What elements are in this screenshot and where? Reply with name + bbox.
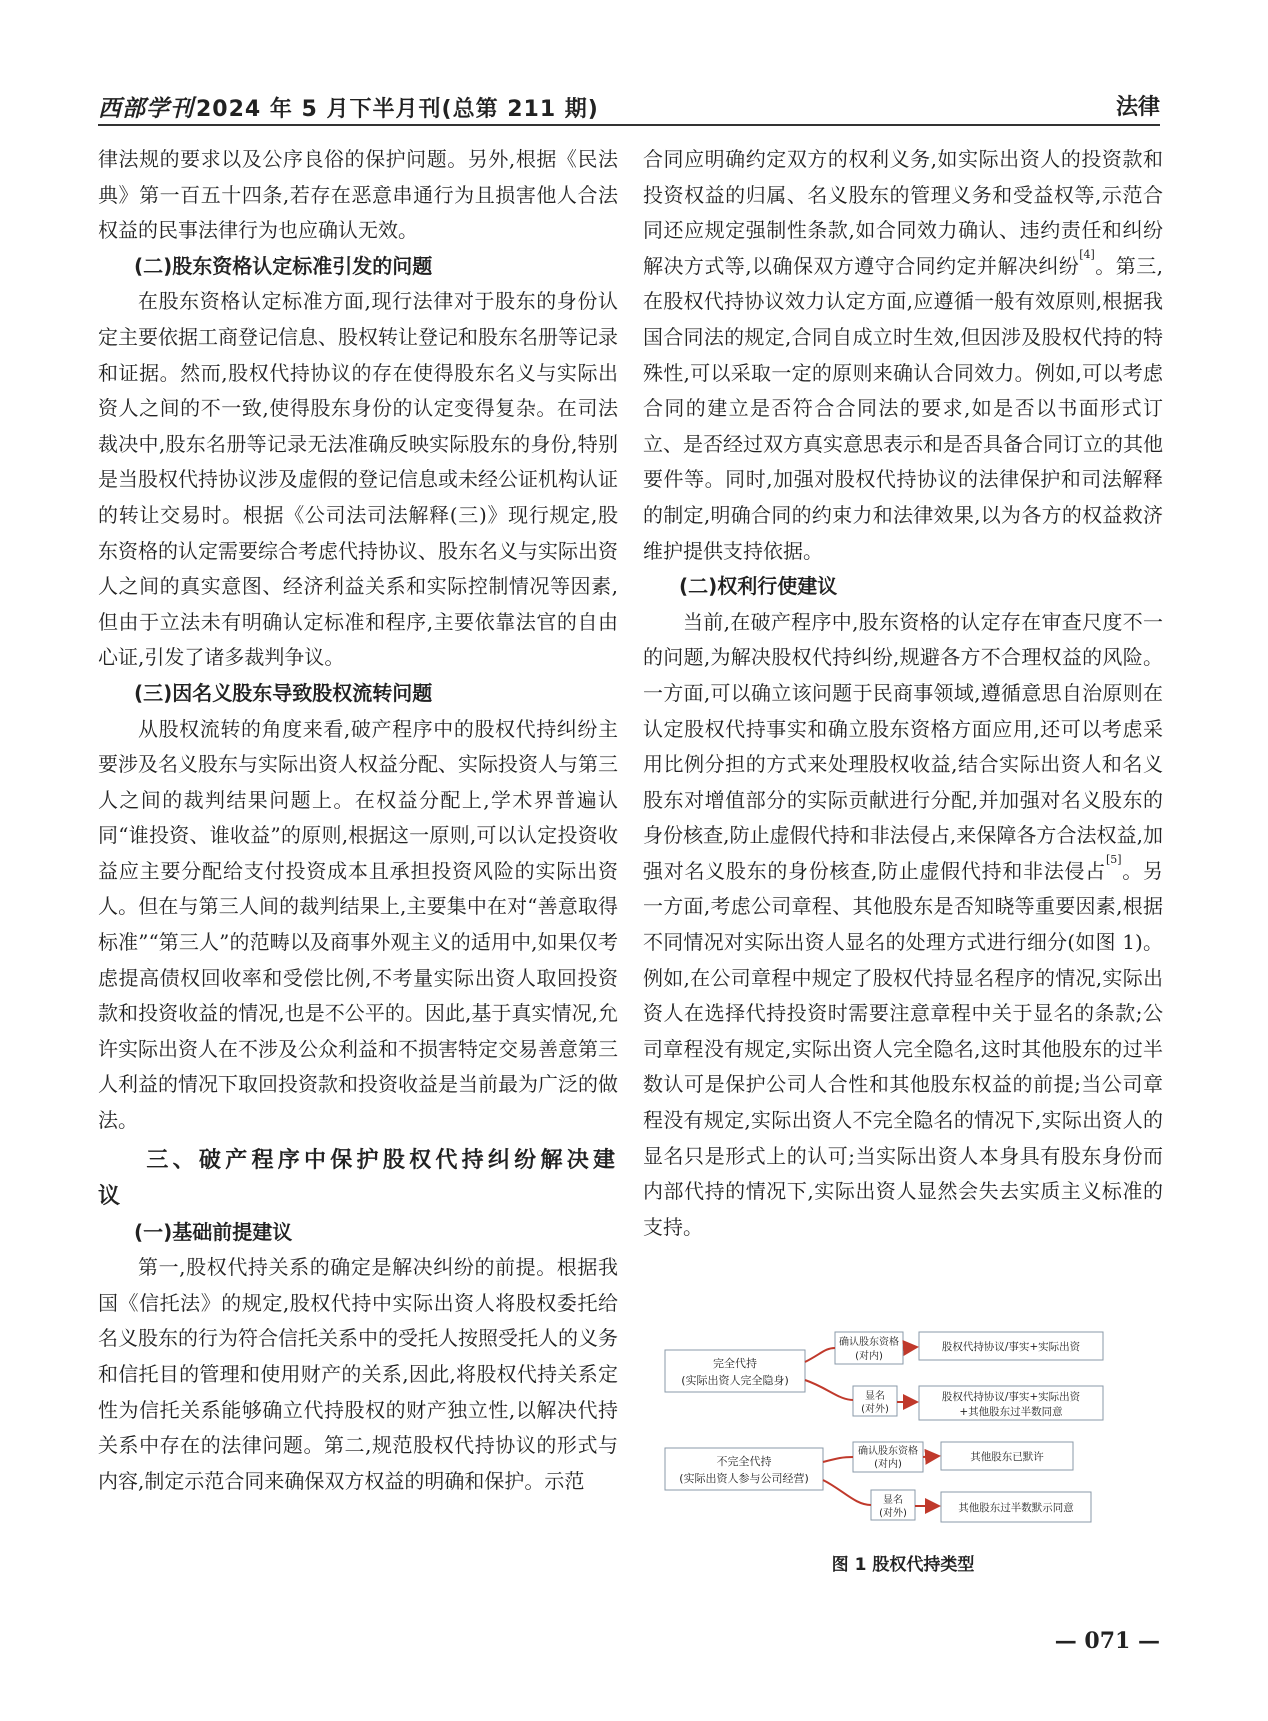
- journal-title: [98, 90, 599, 123]
- left-column: [98, 142, 618, 1499]
- node-label: 确认股东资格: [839, 1337, 899, 1348]
- section-heading: 三、破产程序中保护股权代持纠纷解决建议: [98, 1147, 618, 1209]
- header-rule: [98, 124, 1160, 126]
- node-label: 股权代持协议/事实+实际出资: [941, 1391, 1081, 1403]
- figure-caption: 图 1 股权代持类型: [831, 1555, 975, 1575]
- running-header: [98, 90, 1160, 124]
- node-label: 其他股东过半数默示同意: [958, 1502, 1074, 1514]
- arrow: [823, 1480, 871, 1505]
- page-number: — 071 —: [1054, 1628, 1160, 1654]
- node-label: (对外): [861, 1404, 889, 1415]
- arrow: [923, 1456, 939, 1457]
- node-label: (对外): [879, 1508, 907, 1519]
- node-label: 显名: [865, 1391, 885, 1402]
- node-label: 显名: [883, 1495, 903, 1506]
- subsection-heading: (二)股东资格认定标准引发的问题: [134, 253, 433, 278]
- paragraph: 从股权流转的角度来看,破产程序中的股权代持纠纷主要涉及名义股东与实际出资人权益分配、实际投资人与第三人之间的裁判结果问题上。在权益分配上,学术界普遍认同“谁投资、谁收益”的原则,根据这一原则,可以认定投资收益应主要分配给支付投资成本且承担投资风险的实际出资人。但在与第三人间的裁判结果上,主要集中在对“善意取得标准”“第三人”的范畴以及商事外观主义的适用中,如果仅考虑提高债权回收率和受偿比例,不考量实际出资人取回投资款和投资收益的情况,也是不公平的。因此,基于真实情况,允许实际出资人在不涉及公众利益和不损害特定交易善意第三人利益的情况下取回投资款和投资收益是当前最为广泛的做法。: [98, 716, 618, 1133]
- subsection-heading: (二)权利行使建议: [679, 574, 838, 599]
- subsection-heading: (一)基础前提建议: [134, 1219, 293, 1244]
- citation-5: [5]: [1105, 852, 1122, 866]
- arrow: [823, 1457, 853, 1462]
- subsection-heading: (三)因名义股东导致股权流转问题: [134, 680, 433, 705]
- text-run: 合同应明确约定双方的权利义务,如实际出资人的投资款和投资权益的归属、名义股东的管理义务和受益权等,示范合同还应规定强制性条款,如合同效力确认、违约责任和纠纷解决方式等,以确保双方遵守合同约定并解决纠纷: [643, 147, 1163, 278]
- citation-4: [4]: [1079, 247, 1095, 261]
- node-label: +其他股东过半数同意: [959, 1406, 1063, 1418]
- text-run: 。第三,在股权代持协议效力认定方面,应遵循一般有效原则,根据我国合同法的规定,合同自成立时生效,但因涉及股权代持的特殊性,可以采取一定的原则来确认合同效力。例如,可以考虑合同的建立是否符合合同法的要求,如是否以书面形式订立、是否经过双方真实意思表示和是否具备合同订立的其他要件等。同时,加强对股权代持协议的法律保护和司法解释的制定,明确合同的约束力和法律效果,以为各方的权益救济维护提供支持依据。: [643, 253, 1163, 563]
- figure-1-diagram: [663, 1330, 1143, 1530]
- issue-label: 2024 年 5 月下半月刊(总第 211 期): [196, 97, 599, 122]
- node-label: 不完全代持: [716, 1455, 772, 1468]
- node-label: 确认股东资格: [858, 1446, 918, 1457]
- journal-logo: 西部学刊: [98, 95, 194, 122]
- paragraph: [643, 142, 1163, 569]
- node-label: (实际出资人完全隐身): [681, 1374, 789, 1387]
- node-label: (实际出资人参与公司经营): [679, 1472, 809, 1485]
- paragraph: 在股东资格认定标准方面,现行法律对于股东的身份认定主要依据工商登记信息、股权转让登记和股东名册等记录和证据。然而,股权代持协议的存在使得股东名义与实际出资人之间的不一致,使得股东身份的认定变得复杂。在司法裁决中,股东名册等记录无法准确反映实际股东的身份,特别是当股权代持协议涉及虚假的登记信息或未经公证机构认证的转让交易时。根据《公司法司法解释(三)》现行规定,股东资格的认定需要综合考虑代持协议、股东名义与实际出资人之间的真实意图、经济利益关系和实际控制情况等因素,但由于立法未有明确认定标准和程序,主要依靠法官的自由心证,引发了诸多裁判争议。: [98, 289, 618, 670]
- arrow: [805, 1348, 835, 1362]
- paragraph: 律法规的要求以及公序良俗的保护问题。另外,根据《民法典》第一百五十四条,若存在恶意串通行为且损害他人合法权益的民事法律行为也应确认无效。: [98, 147, 618, 243]
- node-label: 股权代持协议/事实+实际出资: [941, 1341, 1081, 1353]
- text-run: 。另一方面,考虑公司章程、其他股东是否知晓等重要因素,根据不同情况对实际出资人显名的处理方式进行细分(如图 1)。例如,在公司章程中规定了股权代持显名程序的情况,实际出资人在选择代持投资时需要注意章程中关于显名的条款;公司章程没有规定,实际出资人完全隐名,这时其他股东的过半数认可是保护公司人合性和其他股东权益的前提;当公司章程没有规定,实际出资人不完全隐名的情况下,实际出资人的显名只是形式上的认可;当实际出资人本身具有股东身份而内部代持的情况下,实际出资人显然会失去实质主义标准的支持。: [643, 858, 1164, 1239]
- arrow: [903, 1347, 917, 1348]
- paragraph: 第一,股权代持关系的确定是解决纠纷的前提。根据我国《信托法》的规定,股权代持中实际出资人将股权委托给名义股东的行为符合信托关系中的受托人按照受托人的义务和信托目的管理和使用财产的关系,因此,将股权代持关系定性为信托关系能够确立代持股权的财产独立性,以解决代持关系中存在的法律问题。第二,规范股权代持协议的形式与内容,制定示范合同来确保双方权益的明确和保护。示范: [98, 1255, 618, 1493]
- node-label: (对内): [874, 1459, 902, 1470]
- right-column: [643, 142, 1163, 1245]
- node-label: (对内): [855, 1351, 883, 1362]
- arrow: [805, 1380, 853, 1400]
- paragraph: [643, 605, 1163, 1246]
- node-label: 其他股东已默许: [970, 1451, 1044, 1463]
- section-label: 法律: [1115, 95, 1160, 120]
- node-label: 完全代持: [713, 1357, 757, 1370]
- text-run: 当前,在破产程序中,股东资格的认定存在审查尺度不一的问题,为解决股权代持纠纷,规避各方不合理权益的风险。一方面,可以确立该问题于民商事领域,遵循意思自治原则在认定股权代持事实和确立股东资格方面应用,还可以考虑采用比例分担的方式来处理股权收益,结合实际出资人和名义股东对增值部分的实际贡献进行分配,并加强对名义股东的身份核查,防止虚假代持和非法侵占,来保障各方合法权益,加强对名义股东的身份核查,防止虚假代持和非法侵占: [643, 609, 1163, 883]
